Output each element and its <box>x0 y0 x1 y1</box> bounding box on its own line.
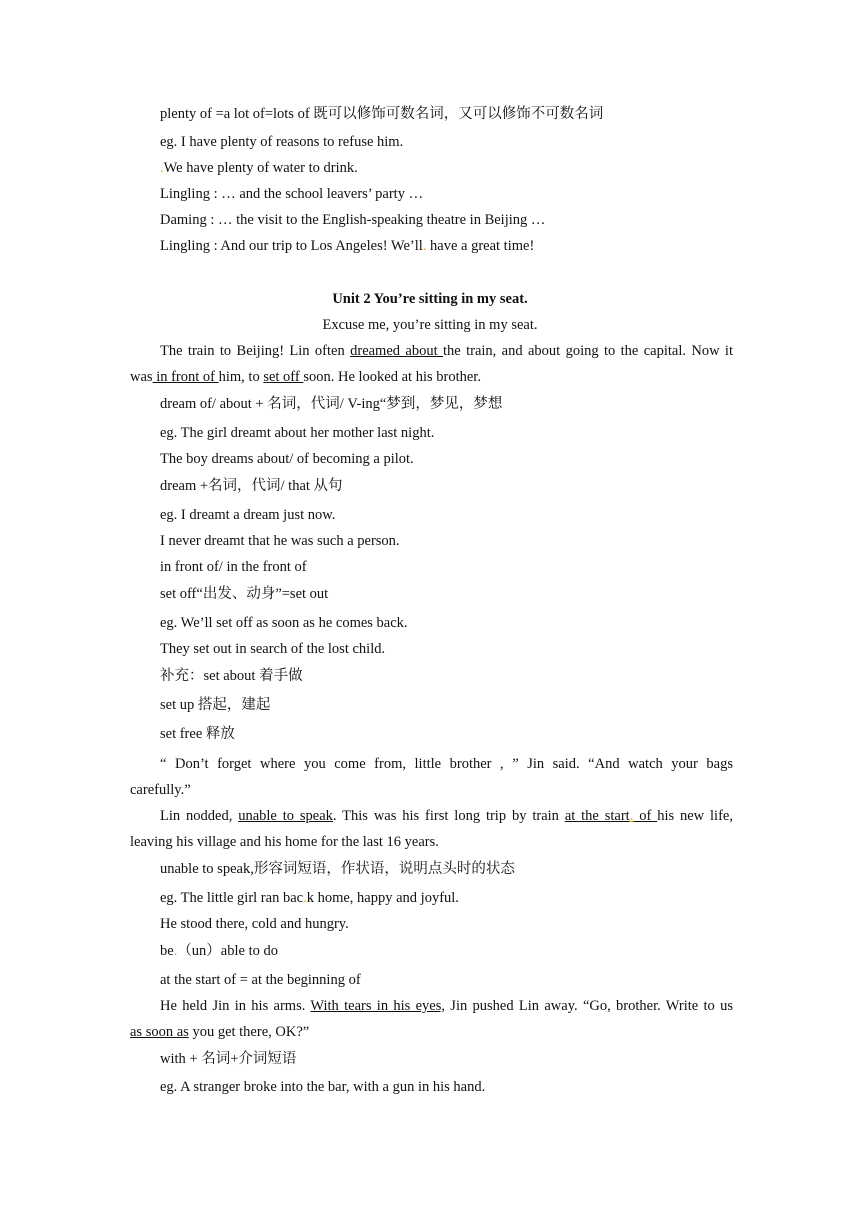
unit-title: Unit 2 You’re sitting in my seat. <box>332 291 528 307</box>
note-line: set off“出发、动身”=set out <box>160 586 329 602</box>
text-run: his new life, <box>657 808 733 824</box>
note-line: with + 名词+介词短语 <box>160 1051 297 1067</box>
note-line: dream of/ about + 名词，代词/ V-ing“梦到，梦见，梦想 <box>160 396 503 412</box>
underlined-phrase: dreamed about <box>350 343 443 359</box>
dialogue-line <box>160 237 534 255</box>
note-line: at the start of = at the beginning of <box>160 972 361 988</box>
note-line: set up 搭起，建起 <box>160 697 271 713</box>
paragraph-line <box>130 1023 733 1041</box>
underlined-phrase: in front of <box>152 369 219 385</box>
unit-subtitle: Excuse me, you’re sitting in my seat. <box>322 317 538 333</box>
underlined-phrase: unable to speak <box>238 808 333 824</box>
dialogue-text: have a great time! <box>426 238 535 254</box>
example-line: eg. A stranger broke into the bar, with a gun in his hand. <box>160 1079 486 1095</box>
text-run: Jin pushed Lin away. “Go, brother. Write to us <box>445 998 733 1014</box>
note-line <box>160 942 278 960</box>
dialogue-line: Daming : … the visit to the English-speaking theatre in Beijing … <box>160 212 546 228</box>
underlined-phrase: at the start <box>564 808 630 824</box>
text-run: The train to Beijing! Lin often <box>160 343 351 359</box>
text-run: eg. The little girl ran bac <box>160 890 304 906</box>
paragraph-line: carefully.” <box>130 782 191 798</box>
example-line <box>160 889 459 907</box>
paragraph-line: leaving his village and his home for the last 16 years. <box>130 834 439 850</box>
example-line <box>160 159 358 177</box>
note-plenty-of: plenty of =a lot of=lots of 既可以修饰可数名词，又可以修饰不可数名词 <box>160 106 604 122</box>
dialogue-line: Lingling : … and the school leavers’ party … <box>160 186 424 202</box>
text-run: He held Jin in his arms. <box>160 998 311 1014</box>
example-line: He stood there, cold and hungry. <box>160 916 349 932</box>
text-run: be <box>160 943 174 959</box>
note-line: dream +名词，代词/ that 从句 <box>160 478 343 494</box>
dialogue-text: Lingling : And our trip to Los Angeles! We’ll <box>160 238 423 254</box>
text-run: was <box>130 369 153 385</box>
paragraph-line: “ Don’t forget where you come from, little brother , ” Jin said. “And watch your bags <box>160 756 733 772</box>
paragraph-line <box>130 807 733 825</box>
text-run: him, to <box>218 369 264 385</box>
note-line: unable to speak,形容词短语，作状语，说明点头时的状态 <box>160 861 515 877</box>
example-line: eg. I have plenty of reasons to refuse him. <box>160 134 404 150</box>
example-line: I never dreamt that he was such a person. <box>160 533 400 549</box>
example-line: eg. I dreamt a dream just now. <box>160 507 336 523</box>
note-line: set free 释放 <box>160 726 235 742</box>
text-run: you get there, OK?” <box>188 1024 310 1040</box>
mark-dot: . <box>173 943 178 959</box>
mark-dot: . <box>303 890 307 906</box>
text-run: Lin nodded, <box>160 808 239 824</box>
note-line: 补充：set about 着手做 <box>160 668 303 684</box>
underlined-phrase: set off <box>263 369 304 385</box>
mark-dot: . <box>160 160 164 176</box>
mark-dot: . <box>629 808 634 824</box>
mark-dot: . <box>422 238 427 254</box>
note-line: in front of/ in the front of <box>160 559 307 575</box>
text-run: soon. He looked at his brother. <box>303 369 481 385</box>
underlined-phrase: of <box>633 808 658 824</box>
underlined-phrase: With tears in his eyes, <box>310 998 445 1014</box>
example-line: eg. The girl dreamt about her mother last night. <box>160 425 435 441</box>
example-text: We have plenty of water to drink. <box>163 160 358 176</box>
example-line: They set out in search of the lost child. <box>160 641 386 657</box>
example-line: eg. We’ll set off as soon as he comes back. <box>160 615 408 631</box>
paragraph-line <box>130 342 733 360</box>
text-run: （un）able to do <box>177 943 278 959</box>
underlined-phrase: as soon as <box>130 1024 189 1040</box>
paragraph-line <box>130 368 733 386</box>
example-line: The boy dreams about/ of becoming a pilot. <box>160 451 414 467</box>
text-run: . This was his first long trip by train <box>332 808 565 824</box>
text-run: the train, and about going to the capital. Now it <box>443 343 733 359</box>
text-run: k home, happy and joyful. <box>306 890 459 906</box>
paragraph-line <box>130 997 733 1015</box>
